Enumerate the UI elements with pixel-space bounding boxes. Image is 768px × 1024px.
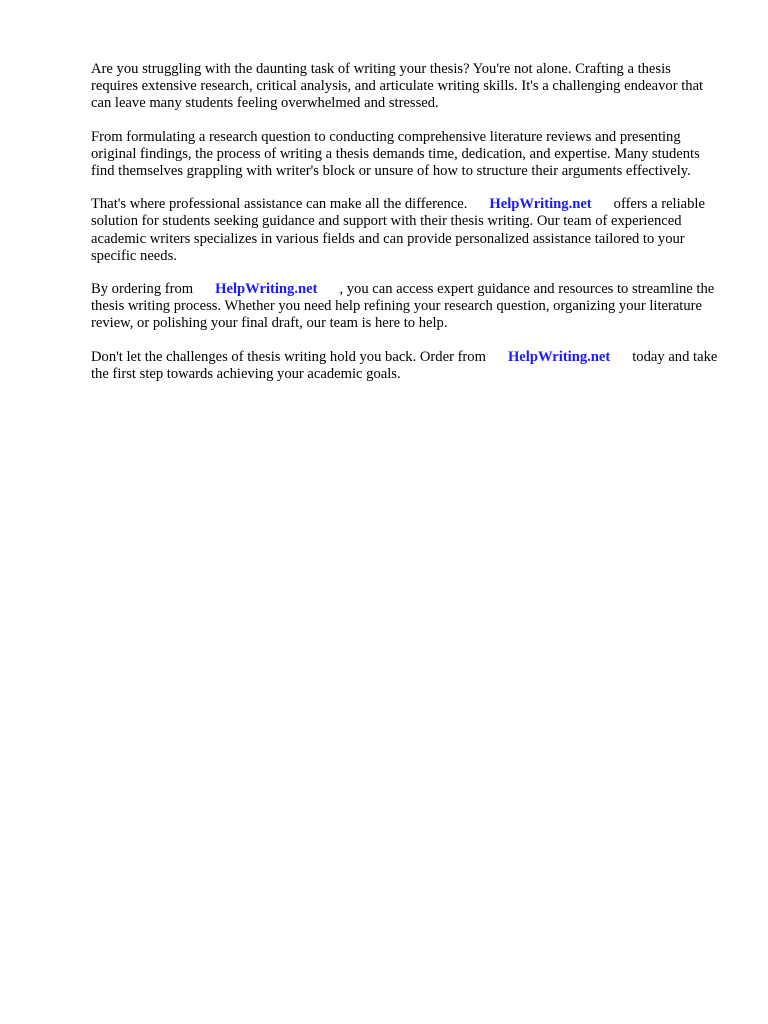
helpwriting-link[interactable]: HelpWriting.net — [489, 196, 592, 213]
paragraph-ordering-after: , you can access expert guidance and resources to streamline the thesis writing process. Whether you need help refining your research question, organizing your literature review, or polishing your final draft, our team is here to help. — [91, 281, 715, 332]
paragraph-call-to-action — [91, 349, 721, 383]
helpwriting-link[interactable]: HelpWriting.net — [215, 281, 318, 298]
paragraph-assistance-after: offers a reliable solution for students seeking guidance and support with their thesis writing. Our team of experienced academic writers specializes in various fields and can provide personalized assistance tailored to your specific needs. — [91, 196, 705, 264]
helpwriting-link[interactable]: HelpWriting.net — [507, 348, 611, 365]
paragraph-process — [91, 129, 721, 181]
paragraph-call-to-action-before: Don't let the challenges of thesis writing hold you back. Order from — [91, 348, 486, 365]
paragraph-ordering-before: By ordering from — [91, 281, 194, 298]
paragraph-process-text: From formulating a research question to conducting comprehensive literature reviews and presenting original findings, the process of writing a thesis demands time, dedication, and expertise. Many students find themselves grappling with writer's block or unsure of how to structure their arguments effectively. — [91, 128, 700, 180]
document-page — [91, 61, 721, 399]
paragraph-ordering — [91, 281, 721, 333]
paragraph-intro — [91, 61, 721, 113]
paragraph-call-to-action-after: today and take the first step towards achieving your academic goals. — [91, 348, 718, 382]
paragraph-assistance — [91, 196, 721, 265]
paragraph-intro-text: Are you struggling with the daunting task of writing your thesis? You're not alone. Crafting a thesis requires extensive research, critical analysis, and articulate writing skills. It's a challenging endeavor that can leave many students feeling overwhelmed and stressed. — [91, 61, 704, 112]
paragraph-assistance-before: That's where professional assistance can make all the difference. — [91, 196, 468, 213]
